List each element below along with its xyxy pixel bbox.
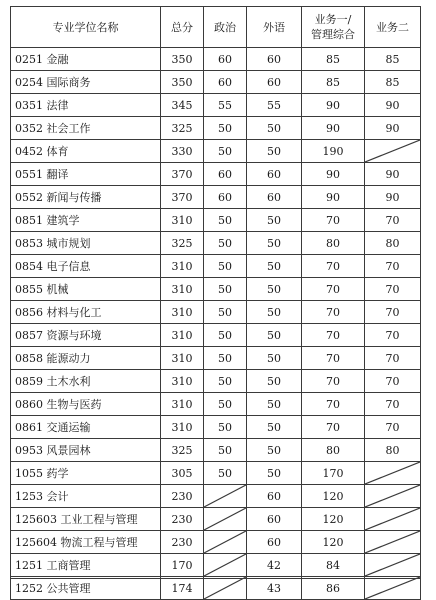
score-cell: 55: [247, 94, 302, 117]
program-name-cell: 0860 生物与医药: [11, 393, 161, 416]
program-name-cell: 0351 法律: [11, 94, 161, 117]
table-row: [11, 140, 421, 163]
score-cell: 90: [302, 186, 365, 209]
score-cell: 70: [365, 324, 421, 347]
score-cell: 80: [302, 232, 365, 255]
score-cell: 120: [302, 531, 365, 554]
score-cell: 330: [161, 140, 204, 163]
program-name-cell: 125603 工业工程与管理: [11, 508, 161, 531]
empty-cell-slash: [365, 531, 421, 554]
table-row: [11, 347, 421, 370]
score-cell: 90: [365, 117, 421, 140]
table-row: [11, 393, 421, 416]
table-row: [11, 94, 421, 117]
empty-cell-slash: [365, 140, 421, 163]
score-cell: 170: [302, 462, 365, 485]
column-header: 业务二: [365, 7, 421, 48]
table-row: [11, 485, 421, 508]
program-name-cell: 0352 社会工作: [11, 117, 161, 140]
score-cell: 60: [247, 48, 302, 71]
score-cell: 50: [204, 117, 247, 140]
score-cell: 370: [161, 186, 204, 209]
score-cell: 310: [161, 301, 204, 324]
score-cell: 70: [302, 255, 365, 278]
table-row: [11, 301, 421, 324]
program-name-cell: 0853 城市规划: [11, 232, 161, 255]
score-cell: 370: [161, 163, 204, 186]
score-cell: 70: [302, 209, 365, 232]
program-name-cell: 125604 物流工程与管理: [11, 531, 161, 554]
score-cell: 325: [161, 117, 204, 140]
score-cell: 70: [365, 255, 421, 278]
table-row: [11, 186, 421, 209]
score-cell: 90: [365, 163, 421, 186]
score-cell: 42: [247, 554, 302, 577]
table-row: [11, 531, 421, 554]
table-row: [11, 163, 421, 186]
score-cell: 50: [204, 393, 247, 416]
score-cell: 120: [302, 508, 365, 531]
score-cell: 50: [204, 301, 247, 324]
score-cell: 120: [302, 485, 365, 508]
score-cell: 50: [247, 324, 302, 347]
score-cell: 325: [161, 232, 204, 255]
score-cell: 310: [161, 278, 204, 301]
score-cell: 50: [247, 301, 302, 324]
score-cell: 50: [204, 462, 247, 485]
program-name-cell: 0857 资源与环境: [11, 324, 161, 347]
table-row: [11, 508, 421, 531]
table-row: [11, 209, 421, 232]
score-cell: 50: [247, 232, 302, 255]
score-cell: 70: [302, 416, 365, 439]
score-cell: 50: [204, 324, 247, 347]
score-cell: 50: [247, 462, 302, 485]
program-name-cell: 0856 材料与化工: [11, 301, 161, 324]
score-cell: 80: [365, 439, 421, 462]
empty-cell-slash: [365, 508, 421, 531]
score-cell: 50: [247, 370, 302, 393]
score-cell: 50: [247, 393, 302, 416]
empty-cell-slash: [365, 462, 421, 485]
score-cell: 85: [365, 71, 421, 94]
program-name-cell: 1252 公共管理: [11, 577, 161, 600]
score-cell: 60: [204, 48, 247, 71]
score-cell: 60: [247, 508, 302, 531]
score-cell: 310: [161, 347, 204, 370]
score-cell: 90: [302, 117, 365, 140]
score-cell: 50: [247, 278, 302, 301]
score-cell: 70: [302, 278, 365, 301]
score-cell: 50: [204, 416, 247, 439]
score-cell: 70: [365, 301, 421, 324]
score-cell: 50: [247, 140, 302, 163]
table-cutoff-edge: [10, 578, 420, 592]
score-cell: 90: [365, 186, 421, 209]
score-cell: 90: [302, 94, 365, 117]
program-name-cell: 0851 建筑学: [11, 209, 161, 232]
score-cell: 50: [247, 209, 302, 232]
program-name-cell: 1251 工商管理: [11, 554, 161, 577]
table-row: [11, 255, 421, 278]
score-cell: 50: [204, 439, 247, 462]
score-cell: 70: [365, 347, 421, 370]
score-cell: 80: [365, 232, 421, 255]
program-name-cell: 0859 土木水利: [11, 370, 161, 393]
table-row: [11, 278, 421, 301]
score-cell: 310: [161, 393, 204, 416]
column-header: 外语: [247, 7, 302, 48]
score-cell: 84: [302, 554, 365, 577]
score-cell: 60: [204, 71, 247, 94]
score-cell: 86: [302, 577, 365, 600]
score-cell: 60: [204, 186, 247, 209]
program-name-cell: 0861 交通运输: [11, 416, 161, 439]
empty-cell-slash: [365, 485, 421, 508]
table-row: [11, 71, 421, 94]
score-table: [10, 6, 421, 600]
table-row: [11, 232, 421, 255]
empty-cell-slash: [204, 508, 247, 531]
score-cell: 310: [161, 370, 204, 393]
score-cell: 70: [302, 393, 365, 416]
score-cell: 230: [161, 508, 204, 531]
score-cell: 70: [365, 393, 421, 416]
score-cell: 305: [161, 462, 204, 485]
score-cell: 60: [247, 531, 302, 554]
program-name-cell: 0551 翻译: [11, 163, 161, 186]
table-row: [11, 439, 421, 462]
score-cell: 60: [247, 71, 302, 94]
empty-cell-slash: [204, 485, 247, 508]
score-cell: 85: [365, 48, 421, 71]
program-name-cell: 1055 药学: [11, 462, 161, 485]
score-cell: 80: [302, 439, 365, 462]
score-cell: 50: [204, 209, 247, 232]
score-cell: 70: [302, 324, 365, 347]
score-cell: 60: [247, 163, 302, 186]
table-row: [11, 554, 421, 577]
score-cell: 60: [247, 485, 302, 508]
program-name-cell: 0953 风景园林: [11, 439, 161, 462]
score-cell: 50: [204, 370, 247, 393]
score-cell: 50: [204, 140, 247, 163]
score-cell: 60: [204, 163, 247, 186]
score-cell: 60: [247, 186, 302, 209]
score-cell: 174: [161, 577, 204, 600]
score-cell: 310: [161, 324, 204, 347]
score-cell: 190: [302, 140, 365, 163]
score-table-sheet: [10, 6, 421, 600]
score-cell: 70: [302, 301, 365, 324]
program-name-cell: 0858 能源动力: [11, 347, 161, 370]
score-cell: 350: [161, 71, 204, 94]
program-name-cell: 0854 电子信息: [11, 255, 161, 278]
table-body: [11, 48, 421, 600]
score-cell: 170: [161, 554, 204, 577]
program-name-cell: 0452 体育: [11, 140, 161, 163]
column-header: 政治: [204, 7, 247, 48]
score-cell: 310: [161, 416, 204, 439]
score-cell: 50: [247, 416, 302, 439]
table-row: [11, 48, 421, 71]
program-name-cell: 0254 国际商务: [11, 71, 161, 94]
header-row: [11, 7, 421, 48]
empty-cell-slash: [365, 554, 421, 577]
score-cell: 43: [247, 577, 302, 600]
program-name-cell: 0855 机械: [11, 278, 161, 301]
score-cell: 70: [302, 347, 365, 370]
score-cell: 310: [161, 209, 204, 232]
score-cell: 50: [204, 278, 247, 301]
table-row: [11, 117, 421, 140]
program-name-cell: 1253 会计: [11, 485, 161, 508]
empty-cell-slash: [204, 531, 247, 554]
score-cell: 70: [302, 370, 365, 393]
column-header: 业务一/ 管理综合: [302, 7, 365, 48]
score-cell: 85: [302, 71, 365, 94]
score-cell: 345: [161, 94, 204, 117]
score-cell: 85: [302, 48, 365, 71]
score-cell: 50: [247, 117, 302, 140]
score-cell: 90: [302, 163, 365, 186]
score-cell: 50: [204, 347, 247, 370]
table-row: [11, 416, 421, 439]
score-cell: 55: [204, 94, 247, 117]
score-cell: 325: [161, 439, 204, 462]
score-cell: 70: [365, 416, 421, 439]
score-cell: 50: [247, 347, 302, 370]
score-cell: 230: [161, 485, 204, 508]
score-cell: 310: [161, 255, 204, 278]
column-header: 专业学位名称: [11, 7, 161, 48]
score-cell: 50: [247, 255, 302, 278]
score-cell: 230: [161, 531, 204, 554]
program-name-cell: 0552 新闻与传播: [11, 186, 161, 209]
score-cell: 90: [365, 94, 421, 117]
score-cell: 350: [161, 48, 204, 71]
score-cell: 70: [365, 370, 421, 393]
empty-cell-slash: [204, 554, 247, 577]
table-row: [11, 462, 421, 485]
score-cell: 70: [365, 209, 421, 232]
table-row: [11, 324, 421, 347]
score-cell: 50: [204, 232, 247, 255]
table-row: [11, 370, 421, 393]
score-cell: 70: [365, 278, 421, 301]
program-name-cell: 0251 金融: [11, 48, 161, 71]
score-cell: 50: [247, 439, 302, 462]
score-cell: 50: [204, 255, 247, 278]
column-header: 总分: [161, 7, 204, 48]
